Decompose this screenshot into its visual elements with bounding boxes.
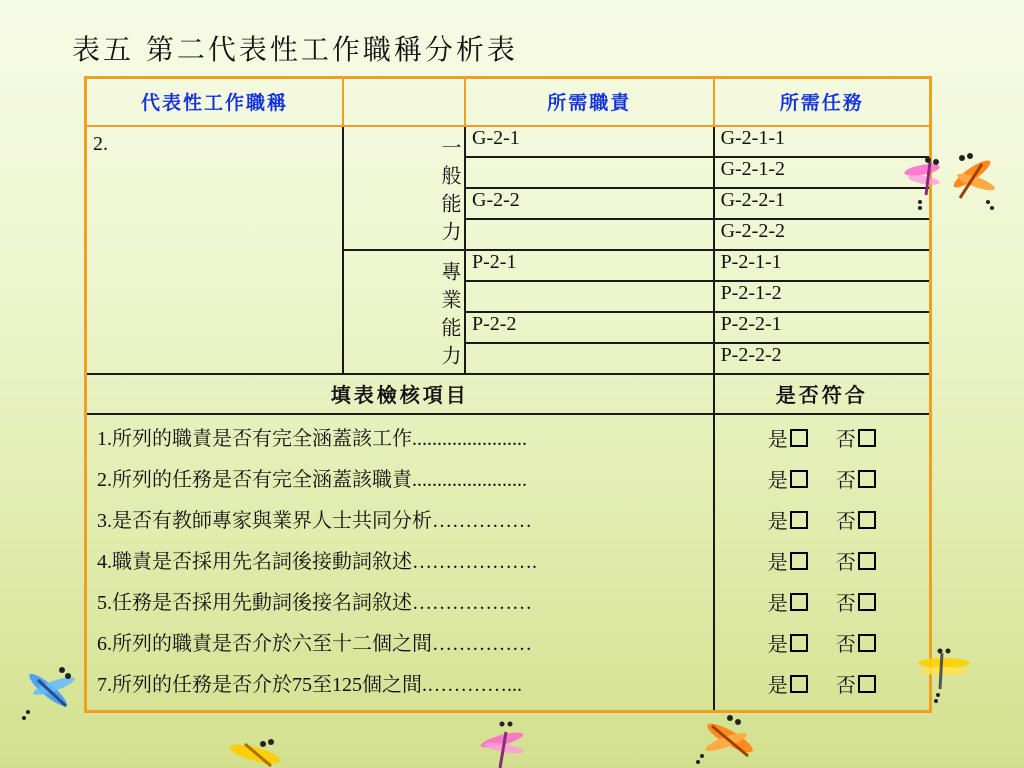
no-label: 否: [835, 508, 856, 533]
checklist-item: 1.所列的職責是否有完全涵蓋該工作.......................: [97, 427, 527, 450]
table-row: [86, 126, 931, 157]
checklist-item: 4.職責是否採用先名詞後接動詞敘述……………….: [97, 550, 537, 573]
dragonfly-icon: [910, 645, 980, 705]
no-checkbox[interactable]: [858, 593, 876, 611]
dragonfly-icon: [225, 738, 295, 768]
no-label: 否: [835, 549, 856, 574]
no-label: 否: [835, 426, 856, 451]
job-title-cell: 2.: [86, 126, 344, 374]
no-checkbox[interactable]: [858, 552, 876, 570]
duty-cell: P-2-2: [465, 312, 714, 343]
no-checkbox[interactable]: [858, 429, 876, 447]
dragonfly-icon: [18, 660, 88, 730]
yes-checkbox[interactable]: [790, 593, 808, 611]
duty-cell: [465, 157, 714, 188]
yes-label: 是: [767, 549, 788, 574]
yes-no-pair: [725, 501, 919, 542]
header-ability: [343, 78, 465, 126]
checklist-item: 6.所列的職責是否介於六至十二個之間……………: [97, 632, 532, 655]
no-label: 否: [835, 672, 856, 697]
no-checkbox[interactable]: [858, 470, 876, 488]
header-tasks: 所需任務: [714, 78, 931, 126]
yes-label: 是: [767, 508, 788, 533]
task-cell: P-2-2-2: [714, 343, 931, 374]
dragonfly-icon: [690, 712, 770, 768]
ability-group-general: 一般能力: [343, 126, 465, 250]
no-label: 否: [835, 631, 856, 656]
no-checkbox[interactable]: [858, 634, 876, 652]
yes-label: 是: [767, 590, 788, 615]
task-cell: P-2-1-2: [714, 281, 931, 312]
yes-label: 是: [767, 426, 788, 451]
compliance-header: 是否符合: [714, 374, 931, 414]
checklist-header: 填表檢核項目: [86, 374, 714, 414]
yes-no-pair: [725, 542, 919, 583]
checklist-item: 3.是否有教師專家與業界人士共同分析……………: [97, 509, 532, 532]
yes-checkbox[interactable]: [790, 675, 808, 693]
yes-label: 是: [767, 672, 788, 697]
checklist-header-row: [86, 374, 931, 414]
job-analysis-table: [84, 76, 932, 713]
checklist-items: [86, 414, 714, 712]
yes-no-pair: [725, 665, 919, 706]
task-cell: G-2-1-1: [714, 126, 931, 157]
yes-checkbox[interactable]: [790, 552, 808, 570]
duty-cell: [465, 281, 714, 312]
task-cell: G-2-2-1: [714, 188, 931, 219]
yes-label: 是: [767, 467, 788, 492]
task-cell: G-2-2-2: [714, 219, 931, 250]
header-job-title: 代表性工作職稱: [86, 78, 344, 126]
yes-no-pair: [725, 460, 919, 501]
table-header-row: [86, 78, 931, 126]
duty-cell: G-2-2: [465, 188, 714, 219]
dragonfly-icon: [900, 150, 1010, 220]
checklist-item: 2.所列的任務是否有完全涵蓋該職責.......................: [97, 468, 527, 491]
task-cell: P-2-1-1: [714, 250, 931, 281]
no-checkbox[interactable]: [858, 675, 876, 693]
duty-cell: G-2-1: [465, 126, 714, 157]
header-duties: 所需職責: [465, 78, 714, 126]
no-label: 否: [835, 467, 856, 492]
no-checkbox[interactable]: [858, 511, 876, 529]
yes-label: 是: [767, 631, 788, 656]
yes-checkbox[interactable]: [790, 429, 808, 447]
ability-group-professional: 專業能力: [343, 250, 465, 374]
dragonfly-icon: [470, 718, 540, 768]
task-cell: G-2-1-2: [714, 157, 931, 188]
checklist-item: 7.所列的任務是否介於75至125個之間.…………...: [97, 673, 522, 696]
page-title: 表五 第二代表性工作職稱分析表: [72, 33, 518, 66]
yes-no-pair: [725, 419, 919, 460]
yes-checkbox[interactable]: [790, 634, 808, 652]
yes-no-pair: [725, 624, 919, 665]
yes-checkbox[interactable]: [790, 470, 808, 488]
duty-cell: [465, 343, 714, 374]
task-cell: P-2-2-1: [714, 312, 931, 343]
compliance-options: [714, 414, 931, 712]
no-label: 否: [835, 590, 856, 615]
yes-no-pair: [725, 583, 919, 624]
checklist-item: 5.任務是否採用先動詞後接名詞敘述………………: [97, 591, 532, 614]
duty-cell: [465, 219, 714, 250]
yes-checkbox[interactable]: [790, 511, 808, 529]
duty-cell: P-2-1: [465, 250, 714, 281]
checklist-row: [86, 414, 931, 712]
